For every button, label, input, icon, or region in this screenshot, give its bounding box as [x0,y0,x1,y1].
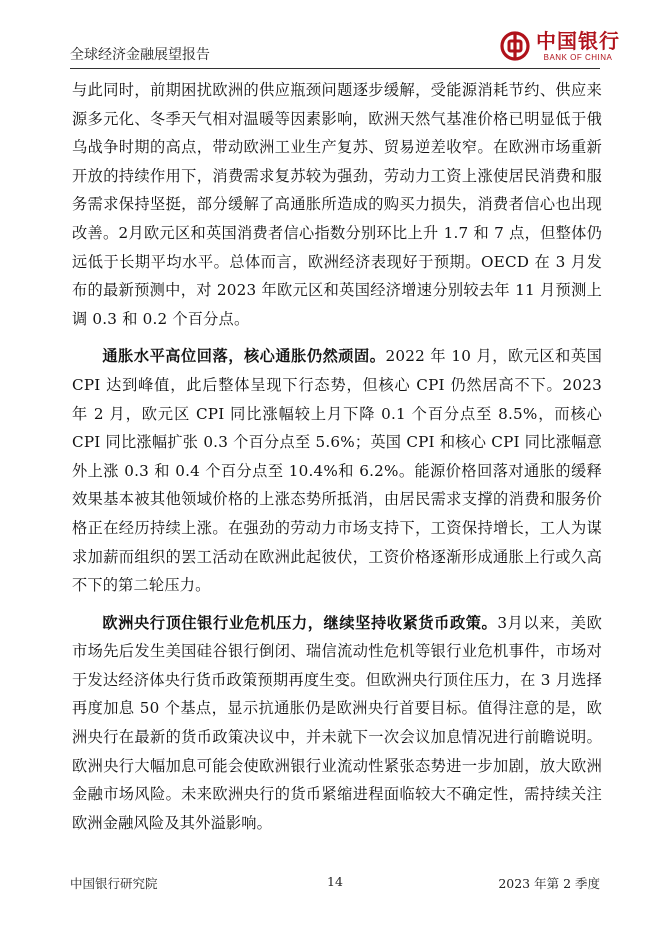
footer-institute: 中国银行研究院 [70,876,158,891]
paragraph-heading: 通胀水平高位回落，核心通胀仍然顽固。 [102,347,386,366]
paragraph-text: 3月以来，美欧市场先后发生美国硅谷银行倒闭、瑞信流动性危机等银行业危机事件，市场对于发达经济体央行货币政策预期再度生变。但欧洲央行顶住压力，在 3 月选择再度加息 50 个基点，显示抗通胀仍是欧洲央行首要目标。值得注意的是，欧洲央行在最新的货币政策决议中，并未就下一次会议加息情况进行前瞻说明。欧洲央行大幅加息可能会使欧洲银行业流动性紧张态势进一步加剧，放大欧洲金融市场风险。未来欧洲央行的货币紧缩进程面临较大不确定性，需持续关注欧洲金融风险及其外溢影响。 [72,613,602,832]
logo-wordmark [536,28,620,62]
body-text [72,76,602,846]
footer-period: 2023 年第 2 季度 [498,876,600,891]
paragraph [72,609,602,838]
logo-english-name: BANK OF CHINA [543,52,613,62]
page-header [70,28,620,66]
page-number: 14 [327,874,343,889]
paragraph [72,342,602,599]
paragraph [72,76,602,333]
logo-chinese-name: 中国银行 [536,28,620,53]
report-title: 全球经济金融展望报告 [70,47,210,63]
page-footer [70,874,600,892]
paragraph-text: 2022 年 10 月，欧元区和英国 CPI 达到峰值，此后整体呈现下行态势，但核心 CPI 仍然居高不下。2023 年 2 月，欧元区 CPI 同比涨幅较上月下降 0.1 个百分点至 8.5%，而核心 CPI 同比涨幅扩张 0.3 个百分点至 5.6%；英国 CPI 和核心 CPI 同比涨幅意外上涨 0.3 和 0.4 个百分点至 10.4%和 6.2%。能源价格回落对通胀的缓释效果基本被其他领域价格的上涨态势所抵消，由居民需求支撑的消费和服务价格正在经历持续上涨。在强劲的劳动力市场支持下，工资保持增长，工人为谋求加薪而组织的罢工活动在欧洲此起彼伏，工资价格逐渐形成通胀上行或久高不下的第二轮压力。 [72,347,602,595]
header-divider [70,68,600,69]
bank-logo [500,28,620,64]
paragraph-heading: 欧洲央行顶住银行业危机压力，继续坚持收紧货币政策。 [102,613,498,632]
paragraph-text: 与此同时，前期困扰欧洲的供应瓶颈问题逐步缓解，受能源消耗节约、供应来源多元化、冬季天气相对温暖等因素影响，欧洲天然气基准价格已明显低于俄乌战争时期的高点，带动欧洲工业生产复苏、贸易逆差收窄。在欧洲市场重新开放的持续作用下，消费需求复苏较为强劲，劳动力工资上涨使居民消费和服务需求保持坚挺，部分缓解了高通胀所造成的购买力损失，消费者信心也出现改善。2月欧元区和英国消费者信心指数分别环比上升 1.7 和 7 点，但整体仍远低于长期平均水平。总体而言，欧洲经济表现好于预期。OECD 在 3 月发布的最新预测中，对 2023 年欧元区和英国经济增速分别较去年 11 月预测上调 0.3 和 0.2 个百分点。 [72,81,602,328]
bank-of-china-emblem-icon [500,31,530,61]
